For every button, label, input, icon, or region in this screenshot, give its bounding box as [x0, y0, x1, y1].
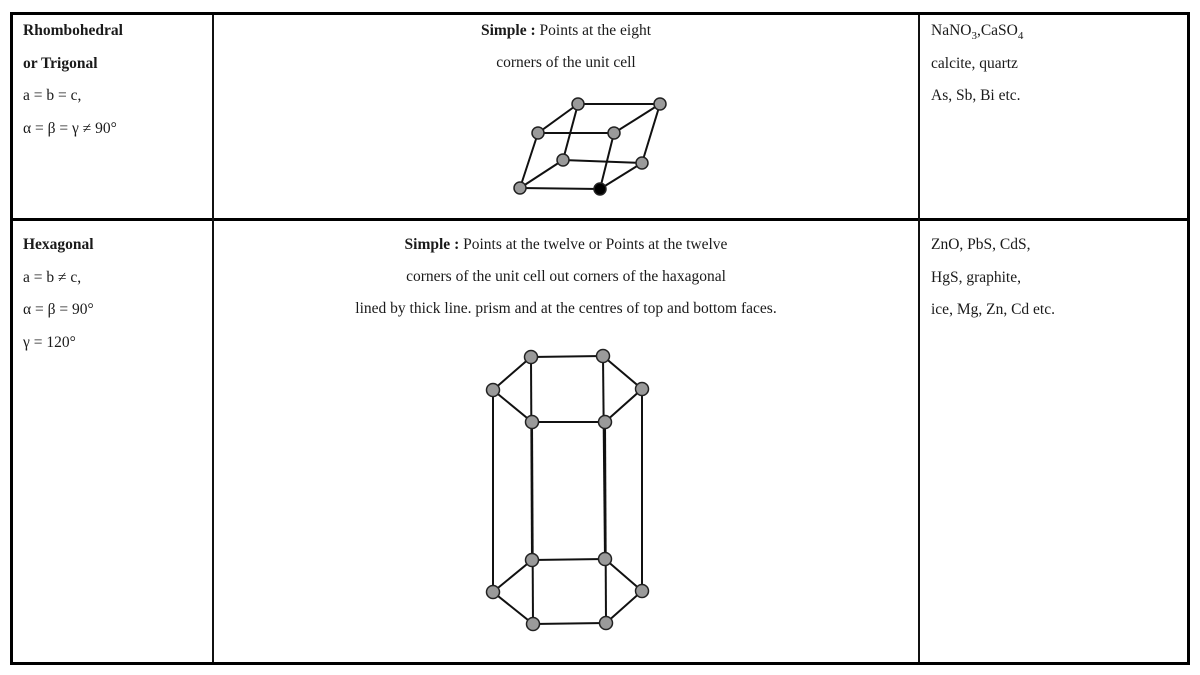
- examples-line-3: ice, Mg, Zn, Cd etc.: [931, 301, 1055, 318]
- system-name: Rhombohedral: [23, 22, 123, 39]
- examples-line-2: calcite, quartz: [931, 54, 1018, 72]
- rhombohedral-unit-cell-diagram: [520, 104, 660, 189]
- angles-relation: α = β = 90°: [23, 301, 94, 318]
- lattice-desc: Points at the eight: [535, 22, 652, 39]
- hexagonal-prism-diagram: [493, 356, 642, 624]
- system-name: Hexagonal: [23, 236, 94, 253]
- formula-nano: NaNO: [931, 22, 972, 39]
- examples-line-3: As, Sb, Bi etc.: [931, 87, 1021, 104]
- hexagonal-lattice-desc-2: corners of the unit cell out corners of the haxagonal: [406, 268, 726, 285]
- system-name-alt: or Trigonal: [23, 54, 98, 72]
- hexagonal-lattice-desc-3: lined by thick line. prism and at the centres of top and bottom faces.: [355, 300, 777, 317]
- lattice-type-label: Simple :: [404, 236, 460, 253]
- examples-line-1: ZnO, PbS, CdS,: [931, 236, 1031, 253]
- lattice-desc: Points at the twelve or Points at the twelve: [459, 236, 728, 253]
- axes-relation: a = b ≠ c,: [23, 268, 82, 286]
- axes-relation: a = b = c,: [23, 87, 82, 104]
- formula-caso: ,CaSO: [976, 22, 1018, 39]
- highlighted-lattice-point: [594, 183, 606, 195]
- subscript: 4: [1017, 30, 1024, 42]
- gamma-relation: γ = 120°: [23, 333, 76, 351]
- examples-line-2: HgS, graphite,: [931, 268, 1021, 286]
- rhombohedral-lattice-desc-2: corners of the unit cell: [496, 54, 636, 71]
- rhombohedral-lattice-points: [514, 98, 666, 195]
- hexagonal-lattice-points: [487, 350, 649, 631]
- subscript: 3: [971, 30, 977, 42]
- lattice-type-label: Simple :: [480, 22, 536, 39]
- angles-relation: α = β = γ ≠ 90°: [23, 119, 117, 137]
